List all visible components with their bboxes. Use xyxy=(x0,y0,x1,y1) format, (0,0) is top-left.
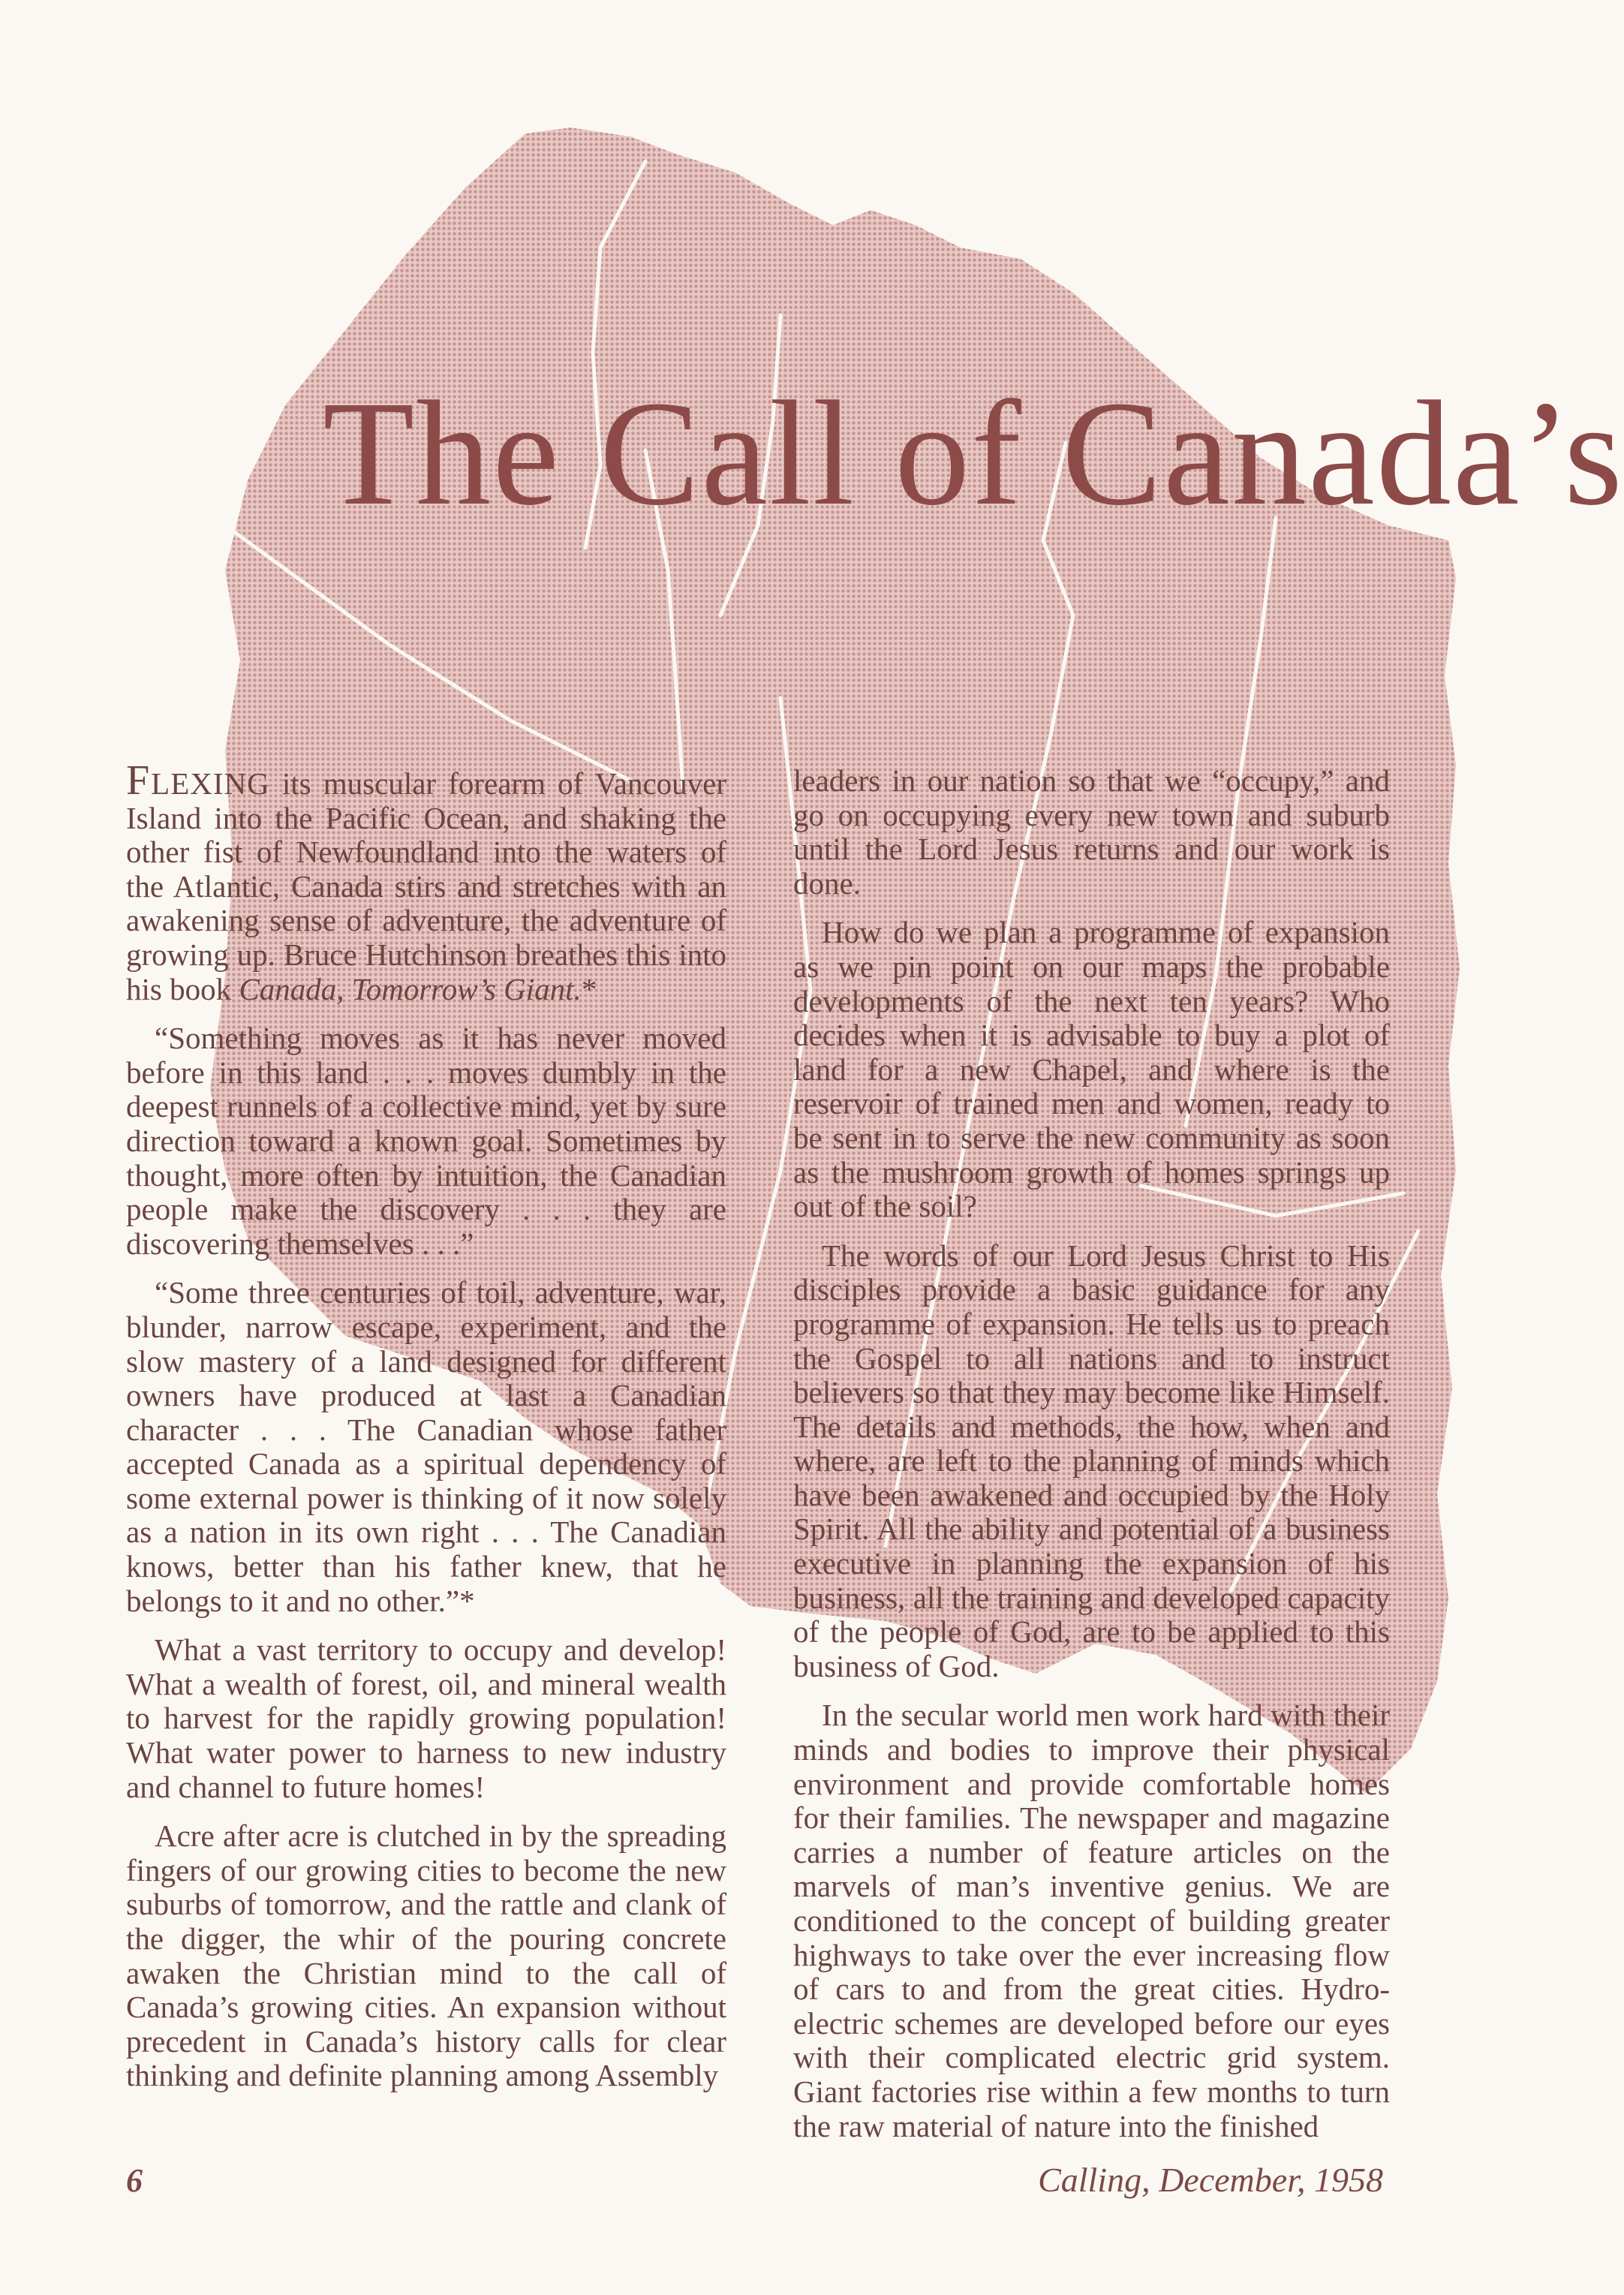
paragraph: What a vast territory to occupy and develop! What a wealth of forest, oil, and mineral wealth to harvest for the rapidly growing population! What water power to harness to new industry and channel to future homes! xyxy=(126,1632,726,1804)
book-title: Canada, Tomorrow’s Giant. xyxy=(239,971,582,1006)
footnote-marker: * xyxy=(581,971,597,1006)
publication-footer: Calling, December, 1958 xyxy=(1038,2161,1383,2199)
drop-cap: F xyxy=(126,757,152,804)
paragraph: In the secular world men work hard with their minds and bodies to improve their physical environment and provide comfortable homes for their families. The newspaper and magazine carries a number of feature articles on the marvels of man’s inventive genius. We are conditioned to the concept of building greater highways to take over the ever increasing flow of cars to and from the great cities. Hydro-electric schemes are developed before our eyes with their complicated electric grid system. Giant factories rise within a few months to turn the raw material of nature into the finished xyxy=(793,1698,1390,2143)
article-title: The Call of Canada’s xyxy=(323,371,1624,537)
right-text-column xyxy=(793,764,1390,2158)
paragraph xyxy=(126,757,726,1006)
paragraph: “Some three centuries of toil, adventure, war, blunder, narrow escape, experiment, and the slow mastery of a land designed for different owners have produced at last a Canadian character . . . The Canadian whose father accepted Canada as a spiritual dependency of some external power is thinking of it now solely as a nation in its own right . . . The Canadian knows, better than his father knew, that he belongs to it and no other.”* xyxy=(126,1275,726,1618)
paragraph: “Something moves as it has never moved before in this land . . . moves dumbly in the deepest runnels of a collective mind, yet by sure direction toward a known goal. Sometimes by thought, more often by intuition, the Canadian people make the discovery . . . they are discovering themselves . . .” xyxy=(126,1021,726,1261)
left-text-column xyxy=(126,757,726,2108)
page-number: 6 xyxy=(126,2162,143,2199)
paragraph: The words of our Lord Jesus Christ to His disciples provide a basic guidance for any programme of expansion. He tells us to preach the Gospel to all nations and to instruct believers so that they may become like Himself. The details and methods, the how, when and where, are left to the planning of minds which have been awakened and occupied by the Holy Spirit. All the ability and potential of a business executive in planning the expansion of his business, all the training and developed capacity of the people of God, are to be applied to this business of God. xyxy=(793,1238,1390,1683)
paragraph: Acre after acre is clutched in by the spreading fingers of our growing cities to become the new suburbs of tomorrow, and the rattle and clank of the digger, the whir of the pouring concrete awaken the Christian mind to the call of Canada’s growing cities. An expansion without precedent in Canada’s history calls for clear thinking and definite planning among Assembly xyxy=(126,1818,726,2093)
paragraph: leaders in our nation so that we “occupy,” and go on occupying every new town and suburb until the Lord Jesus returns and our work is done. xyxy=(793,763,1390,901)
paragraph: How do we plan a programme of expansion as we pin point on our maps the probable developments of the next ten years? Who decides when it is advisable to buy a plot of land for a new Chapel, and where is the reservoir of trained men and women, ready to be sent in to serve the new community as soon as the mushroom growth of homes springs up out of the soil? xyxy=(793,915,1390,1224)
small-caps-opening: LEXING xyxy=(151,766,270,801)
paragraph-text: its muscular forearm of Vancouver Island into the Pacific Ocean, and shaking the other fist of Newfoundland into the waters of the Atlantic, Canada stirs and stretches with an awakening sense of adventure, the adventure of growing up. Bruce Hutchinson breathes this into his book xyxy=(126,766,726,1006)
